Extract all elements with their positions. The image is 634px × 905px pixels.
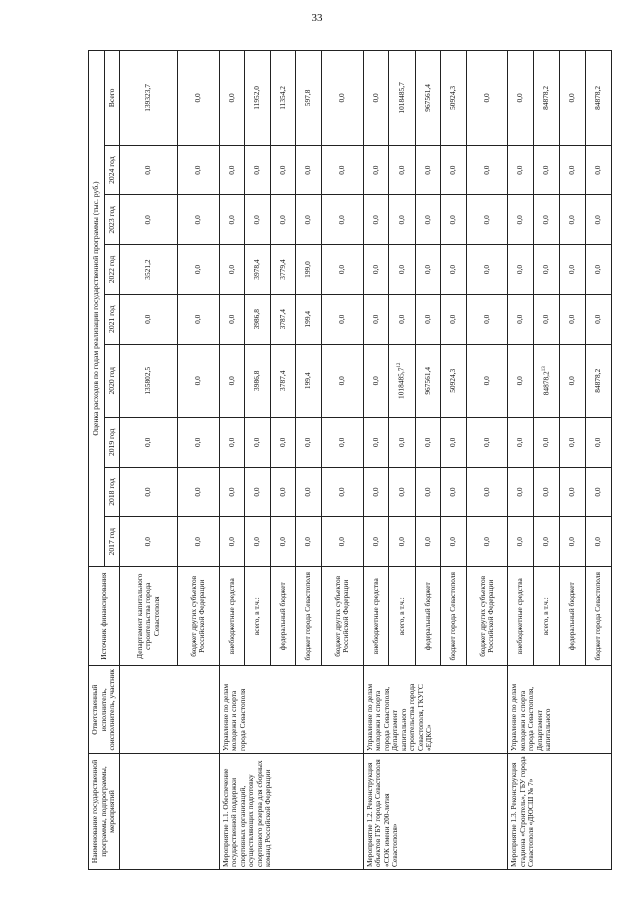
value-year: 0,0 xyxy=(533,417,559,467)
value-year: 0,0 xyxy=(219,294,245,344)
value-year: 0,0 xyxy=(389,145,415,195)
value-year: 1018485,7$^{12}$ xyxy=(389,344,415,417)
value-year: 0,0 xyxy=(585,195,611,245)
header-source: Источник финансирования xyxy=(89,567,120,666)
value-year: 0,0 xyxy=(415,245,441,295)
value-year: 0,0 xyxy=(415,195,441,245)
value-year: 135802,5 xyxy=(120,344,178,417)
funding-source: всего, в т.ч.: xyxy=(389,567,415,666)
value-year: 0,0 xyxy=(219,417,245,467)
funding-source: бюджет города Севастополя xyxy=(296,567,322,666)
table-row xyxy=(508,51,534,870)
value-year: 0,0 xyxy=(389,417,415,467)
table-body xyxy=(120,51,612,870)
value-year: 0,0 xyxy=(363,245,389,295)
value-total: 1018485,7 xyxy=(389,51,415,146)
funding-source: бюджет других субъектов Российской Федерации xyxy=(177,567,219,666)
value-total: 0,0 xyxy=(219,51,245,146)
value-year: 0,0 xyxy=(466,517,508,567)
value-year: 0,0 xyxy=(533,195,559,245)
value-year: 0,0 xyxy=(560,417,586,467)
value-year: 0,0 xyxy=(120,294,178,344)
funding-source: всего, в т.ч.: xyxy=(245,567,271,666)
header-year: 2018 год xyxy=(104,467,120,517)
value-year: 0,0 xyxy=(441,145,467,195)
value-year: 0,0 xyxy=(466,245,508,295)
value-year: 0,0 xyxy=(560,517,586,567)
value-year: 0,0 xyxy=(219,344,245,417)
value-total: 0,0 xyxy=(560,51,586,146)
value-year: 0,0 xyxy=(415,517,441,567)
header-year: 2024 год xyxy=(104,145,120,195)
value-year: 0,0 xyxy=(560,344,586,417)
value-total: 0,0 xyxy=(363,51,389,146)
value-year: 84878,2 xyxy=(585,344,611,417)
value-year: 0,0 xyxy=(466,145,508,195)
value-year: 0,0 xyxy=(177,195,219,245)
value-year: 0,0 xyxy=(177,245,219,295)
responsible-executor: Управление по делам молодежи и спорта города Севастополя, Департамент капитального xyxy=(508,666,611,754)
value-year: 0,0 xyxy=(533,467,559,517)
value-year: 0,0 xyxy=(441,245,467,295)
header-responsible: Ответственный исполнитель, соисполнитель, участник xyxy=(89,666,120,754)
value-total: 0,0 xyxy=(508,51,534,146)
responsible-executor: Управление по делам молодежи и спорта города Севастополя xyxy=(219,666,363,754)
value-year: 0,0 xyxy=(270,417,296,467)
value-year: 0,0 xyxy=(466,467,508,517)
value-total: 0,0 xyxy=(177,51,219,146)
value-year: 0,0 xyxy=(533,294,559,344)
value-year: 0,0 xyxy=(585,294,611,344)
value-year: 967561,4 xyxy=(415,344,441,417)
header-year: 2020 год xyxy=(104,344,120,417)
header-year: 2021 год xyxy=(104,294,120,344)
value-year: 0,0 xyxy=(270,195,296,245)
value-year: 0,0 xyxy=(560,195,586,245)
responsible-executor xyxy=(120,666,219,754)
funding-source: внебюджетные средства xyxy=(508,567,534,666)
funding-source: бюджет города Севастополя xyxy=(441,567,467,666)
value-year: 0,0 xyxy=(441,417,467,467)
value-year: 3787,4 xyxy=(270,344,296,417)
value-year: 0,0 xyxy=(508,417,534,467)
value-year: 0,0 xyxy=(508,294,534,344)
value-year: 0,0 xyxy=(177,145,219,195)
value-year: 0,0 xyxy=(389,195,415,245)
value-total: 0,0 xyxy=(321,51,363,146)
value-year: 0,0 xyxy=(321,245,363,295)
value-year: 0,0 xyxy=(120,467,178,517)
header-year: 2017 год xyxy=(104,517,120,567)
value-year: 0,0 xyxy=(296,517,322,567)
value-total: 84878,2 xyxy=(533,51,559,146)
header-name: Наименование государственной программы, подпрограммы, мероприятий xyxy=(89,754,120,870)
value-year: 0,0 xyxy=(321,294,363,344)
value-year: 0,0 xyxy=(441,294,467,344)
value-total: 11952,0 xyxy=(245,51,271,146)
value-year: 0,0 xyxy=(321,145,363,195)
value-total: 597,8 xyxy=(296,51,322,146)
funding-source: внебюджетные средства xyxy=(219,567,245,666)
funding-source: Департамент капитального строительства города Севастополя xyxy=(120,567,178,666)
value-year: 0,0 xyxy=(363,294,389,344)
value-year: 199,0 xyxy=(296,245,322,295)
value-year: 0,0 xyxy=(296,145,322,195)
value-year: 0,0 xyxy=(270,467,296,517)
value-year: 0,0 xyxy=(585,417,611,467)
value-total: 0,0 xyxy=(466,51,508,146)
value-year: 0,0 xyxy=(219,517,245,567)
table-row xyxy=(219,51,245,870)
value-year: 0,0 xyxy=(585,517,611,567)
value-year: 0,0 xyxy=(296,467,322,517)
value-total: 139323,7 xyxy=(120,51,178,146)
value-year: 0,0 xyxy=(245,145,271,195)
responsible-executor: Управление по делам молодежи и спорта города Севастополя, Департамент капитального строительства города Севастополя, ГКУГС «ЕДКС» xyxy=(363,666,508,754)
value-year: 0,0 xyxy=(415,417,441,467)
value-year: 3787,4 xyxy=(270,294,296,344)
value-year: 3978,4 xyxy=(245,245,271,295)
funding-source: всего, в т.ч.: xyxy=(533,567,559,666)
value-year: 0,0 xyxy=(321,195,363,245)
value-year: 0,0 xyxy=(120,145,178,195)
value-year: 0,0 xyxy=(177,517,219,567)
value-year: 0,0 xyxy=(389,245,415,295)
value-year: 0,0 xyxy=(585,467,611,517)
value-year: 84878,2$^{13}$ xyxy=(533,344,559,417)
value-year: 0,0 xyxy=(560,245,586,295)
value-year: 0,0 xyxy=(466,344,508,417)
budget-table-wrapper xyxy=(88,50,608,870)
measure-name: Мероприятие 1.2. Реконструкция объектов ГБУ города Севастополя «СОК имени 200-летия Севастополя» xyxy=(363,754,508,870)
funding-source: федеральный бюджет xyxy=(270,567,296,666)
value-total: 84878,2 xyxy=(585,51,611,146)
header-year: 2022 год xyxy=(104,245,120,295)
value-year: 0,0 xyxy=(177,467,219,517)
value-year: 0,0 xyxy=(219,195,245,245)
value-year: 0,0 xyxy=(245,417,271,467)
value-year: 0,0 xyxy=(120,417,178,467)
funding-source: бюджет других субъектов Российской Федерации xyxy=(466,567,508,666)
value-year: 0,0 xyxy=(363,145,389,195)
value-total: 50924,3 xyxy=(441,51,467,146)
value-year: 50924,3 xyxy=(441,344,467,417)
value-year: 0,0 xyxy=(363,344,389,417)
value-year: 0,0 xyxy=(321,467,363,517)
value-year: 0,0 xyxy=(177,417,219,467)
value-year: 0,0 xyxy=(508,145,534,195)
header-year: 2023 год xyxy=(104,195,120,245)
value-year: 0,0 xyxy=(441,195,467,245)
value-year: 0,0 xyxy=(560,467,586,517)
value-year: 0,0 xyxy=(441,467,467,517)
value-total: 11354,2 xyxy=(270,51,296,146)
value-year: 3986,8 xyxy=(245,294,271,344)
value-year: 0,0 xyxy=(533,245,559,295)
value-total: 967561,4 xyxy=(415,51,441,146)
value-year: 3521,2 xyxy=(120,245,178,295)
value-year: 0,0 xyxy=(296,417,322,467)
value-year: 0,0 xyxy=(321,517,363,567)
measure-name: Мероприятие 1.3. Реконструкция стадиона «Строитель», ГБУ города Севастополя «ДЮСШ № 7» xyxy=(508,754,611,870)
funding-source: федеральный бюджет xyxy=(415,567,441,666)
value-year: 0,0 xyxy=(508,467,534,517)
value-year: 0,0 xyxy=(296,195,322,245)
value-year: 0,0 xyxy=(270,145,296,195)
value-year: 0,0 xyxy=(415,467,441,517)
header-estimate: Оценка расходов по годам реализации государственной программы (тыс. руб.) xyxy=(89,51,105,567)
value-year: 0,0 xyxy=(219,245,245,295)
value-year: 0,0 xyxy=(245,467,271,517)
value-year: 0,0 xyxy=(415,145,441,195)
value-year: 0,0 xyxy=(585,145,611,195)
header-year: 2019 год xyxy=(104,417,120,467)
funding-source: бюджет других субъектов Российской Федерации xyxy=(321,567,363,666)
funding-source: бюджет города Севастополя xyxy=(585,567,611,666)
value-year: 0,0 xyxy=(508,245,534,295)
value-year: 0,0 xyxy=(533,517,559,567)
header-year: Всего xyxy=(104,51,120,146)
value-year: 0,0 xyxy=(363,517,389,567)
value-year: 0,0 xyxy=(533,145,559,195)
value-year: 0,0 xyxy=(389,294,415,344)
value-year: 0,0 xyxy=(177,294,219,344)
table-row xyxy=(120,51,178,870)
value-year: 0,0 xyxy=(508,344,534,417)
value-year: 0,0 xyxy=(466,195,508,245)
value-year: 0,0 xyxy=(219,145,245,195)
value-year: 0,0 xyxy=(120,195,178,245)
value-year: 0,0 xyxy=(389,467,415,517)
value-year: 0,0 xyxy=(508,517,534,567)
table-row xyxy=(363,51,389,870)
page-number: 33 xyxy=(311,12,323,24)
value-year: 0,0 xyxy=(363,467,389,517)
value-year: 0,0 xyxy=(560,145,586,195)
footnote-mark: 12 xyxy=(397,362,403,368)
measure-name xyxy=(120,754,219,870)
value-year: 0,0 xyxy=(177,344,219,417)
value-year: 3986,8 xyxy=(245,344,271,417)
funding-source: внебюджетные средства xyxy=(363,567,389,666)
value-year: 0,0 xyxy=(363,195,389,245)
value-year: 0,0 xyxy=(245,195,271,245)
value-year: 199,4 xyxy=(296,344,322,417)
value-year: 3779,4 xyxy=(270,245,296,295)
value-year: 0,0 xyxy=(441,517,467,567)
value-year: 0,0 xyxy=(466,294,508,344)
value-year: 0,0 xyxy=(120,517,178,567)
value-year: 199,4 xyxy=(296,294,322,344)
footnote-mark: 13 xyxy=(542,366,548,372)
value-year: 0,0 xyxy=(415,294,441,344)
value-year: 0,0 xyxy=(321,344,363,417)
value-year: 0,0 xyxy=(363,417,389,467)
value-year: 0,0 xyxy=(508,195,534,245)
value-year: 0,0 xyxy=(560,294,586,344)
value-year: 0,0 xyxy=(245,517,271,567)
value-year: 0,0 xyxy=(219,467,245,517)
budget-table xyxy=(88,50,612,870)
value-year: 0,0 xyxy=(585,245,611,295)
value-year: 0,0 xyxy=(466,417,508,467)
value-year: 0,0 xyxy=(389,517,415,567)
value-year: 0,0 xyxy=(321,417,363,467)
value-year: 0,0 xyxy=(270,517,296,567)
measure-name: Мероприятие 1.1. Обеспечение государственной поддержки спортивных организаций, осуществляющих подготовку спортивного резерва для сборных команд Российской Федерации xyxy=(219,754,363,870)
funding-source: федеральный бюджет xyxy=(560,567,586,666)
